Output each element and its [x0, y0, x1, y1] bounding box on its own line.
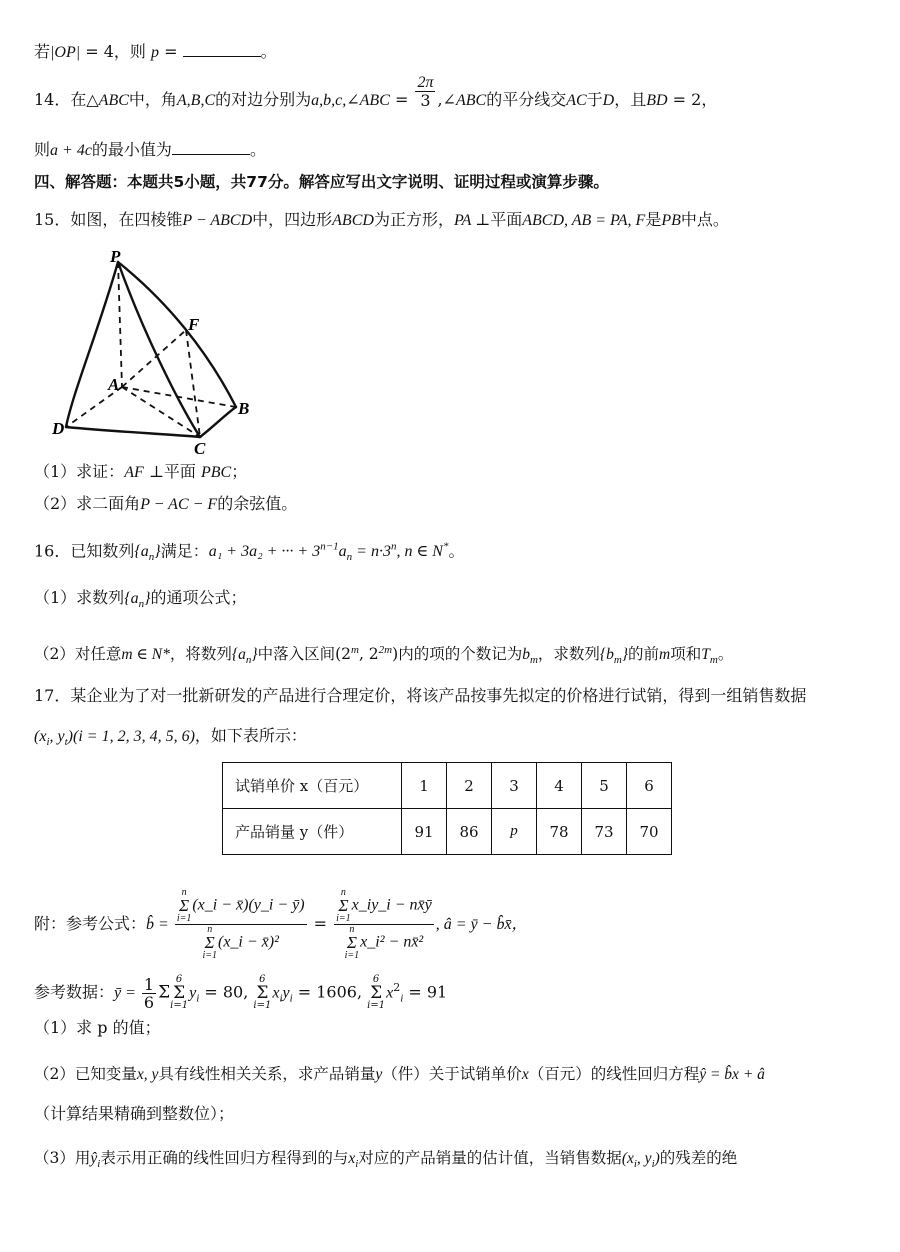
table-cell: 6: [627, 763, 672, 809]
answer-blank: [172, 140, 250, 155]
table-cell: 78: [537, 809, 582, 855]
label-F: F: [188, 315, 200, 334]
q17-intro: 17．某企业为了对一批新研发的产品进行合理定价，将该产品按事先拟定的价格进行试销，得到一组销售数据: [34, 686, 807, 705]
q17-part1: （1）求 p 的值；: [34, 1018, 161, 1037]
edge-CB: [200, 407, 236, 437]
edge-PD: [66, 262, 118, 427]
formula-fraction-2: n Σ i=1 x_iy_i − nx̄ȳ n Σ i=1 x_i² − nx̄²: [336, 887, 432, 961]
q17-part2-note: （计算结果精确到整数位）；: [34, 1104, 235, 1123]
formula-fraction-1: n Σ i=1 (x_i − x̄)(y_i − ȳ) n Σ i=1 (x_i − x̄)²: [176, 887, 305, 961]
answer-blank: [183, 42, 261, 57]
section-heading: 四、解答题：本题共5小题，共77分。解答应写出文字说明、证明过程或演算步骤。: [34, 173, 609, 191]
table-cell: 2: [447, 763, 492, 809]
edge-AB: [122, 387, 236, 407]
one-sixth: $\frac{1}{6}$: [143, 974, 155, 1012]
q16-intro: 16．已知数列$\{a_n\}$满足：a₁ + 3a₂ + ··· + $3^{n-1}a_n = n\cdot 3^n$, n ∈ N*。: [34, 541, 465, 564]
q14-line2: 则a + 4c的最小值为 。: [34, 140, 266, 159]
edge-PB: [118, 262, 236, 407]
table-cell: p: [492, 809, 537, 855]
q15-part1: （1）求证：AF ⊥平面 PBC；: [34, 462, 248, 481]
table-cell: 1: [402, 763, 447, 809]
edge-AC: [122, 387, 200, 437]
table-row: [223, 763, 672, 809]
q17-part3: （3）用$ŷ_i$表示用正确的线性回归方程得到的与$x_i$对应的产品销量的估计值，当销售数据($x_i$, $y_i$)的残差的绝: [34, 1149, 738, 1171]
angle-fraction: $\frac{2\pi}{3}$: [417, 74, 434, 110]
row-header-sales: 产品销量 y（件）: [223, 809, 402, 855]
edge-AF: [122, 330, 186, 387]
q13-tail: 若|OP| = 4，则 p = 。: [34, 42, 277, 61]
pyramid-figure: [48, 242, 268, 462]
label-C: C: [194, 439, 206, 458]
label-P: P: [110, 247, 121, 266]
sales-table: [222, 762, 672, 855]
edge-PA: [118, 262, 122, 387]
table-row: [223, 809, 672, 855]
q16-part1: （1）求数列$\{a_n\}$的通项公式；: [34, 588, 247, 611]
label-B: B: [238, 399, 250, 418]
edge-DC: [66, 427, 200, 437]
label-A: A: [108, 375, 120, 394]
q15-intro: 15．如图，在四棱锥P − ABCD中，四边形ABCD为正方形，PA ⊥平面ABCD, AB = PA, F是PB中点。: [34, 210, 729, 229]
reference-formula: 附：参考公式：b̂ = n Σ i=1 (x_i − x̄)(y_i − ȳ) n Σ i=1 (x_i − x̄)² = n Σ i=1 x_iy_i − nx̄ȳ n Σ i=1 x_i² − nx̄² , â = ȳ − b̂x̄，: [34, 887, 528, 961]
row-header-price: 试销单价 x（百元）: [223, 763, 402, 809]
label-D: D: [52, 419, 65, 438]
table-cell: 91: [402, 809, 447, 855]
q17-intro-line2: ($x_i$, $y_t)(i = 1$, 2, 3, 4, 5, 6)，如下表所示：: [34, 726, 307, 749]
edge-PC: [118, 262, 200, 437]
table-cell: 3: [492, 763, 537, 809]
table-cell: 86: [447, 809, 492, 855]
table-cell: 4: [537, 763, 582, 809]
q15-part2: （2）求二面角P − AC − F的余弦值。: [34, 494, 298, 513]
table-cell: 5: [582, 763, 627, 809]
q17-part2: （2）已知变量x, y具有线性相关关系，求产品销量y（件）关于试销单价x（百元）的线性回归方程ŷ = b̂x + â: [34, 1065, 765, 1083]
q16-part2: （2）对任意m ∈ N*，将数列$\{a_n\}$中落入区间(2$^m$, $2^{2m}$)内的项的个数记为$b_m$，求数列$\{b_m\}$的前m项和$T_m$。: [34, 644, 734, 667]
reference-data: 参考数据：ȳ = $\frac{1}{6}$ Σ 6 Σ i=1 $y_i = 80$, 6 Σ i=1 $x_iy_i = 1606$, 6 Σ i=1 $x^2_i = 91$: [34, 974, 448, 1012]
table-cell: 73: [582, 809, 627, 855]
q14-line1: 14．在△ABC中，角A,B,C的对边分别为a,b,c,∠ABC = $\frac{2\pi}{3}$ ,∠ABC的平分线交AC于D，且BD = 2，: [34, 74, 718, 110]
table-cell: 70: [627, 809, 672, 855]
